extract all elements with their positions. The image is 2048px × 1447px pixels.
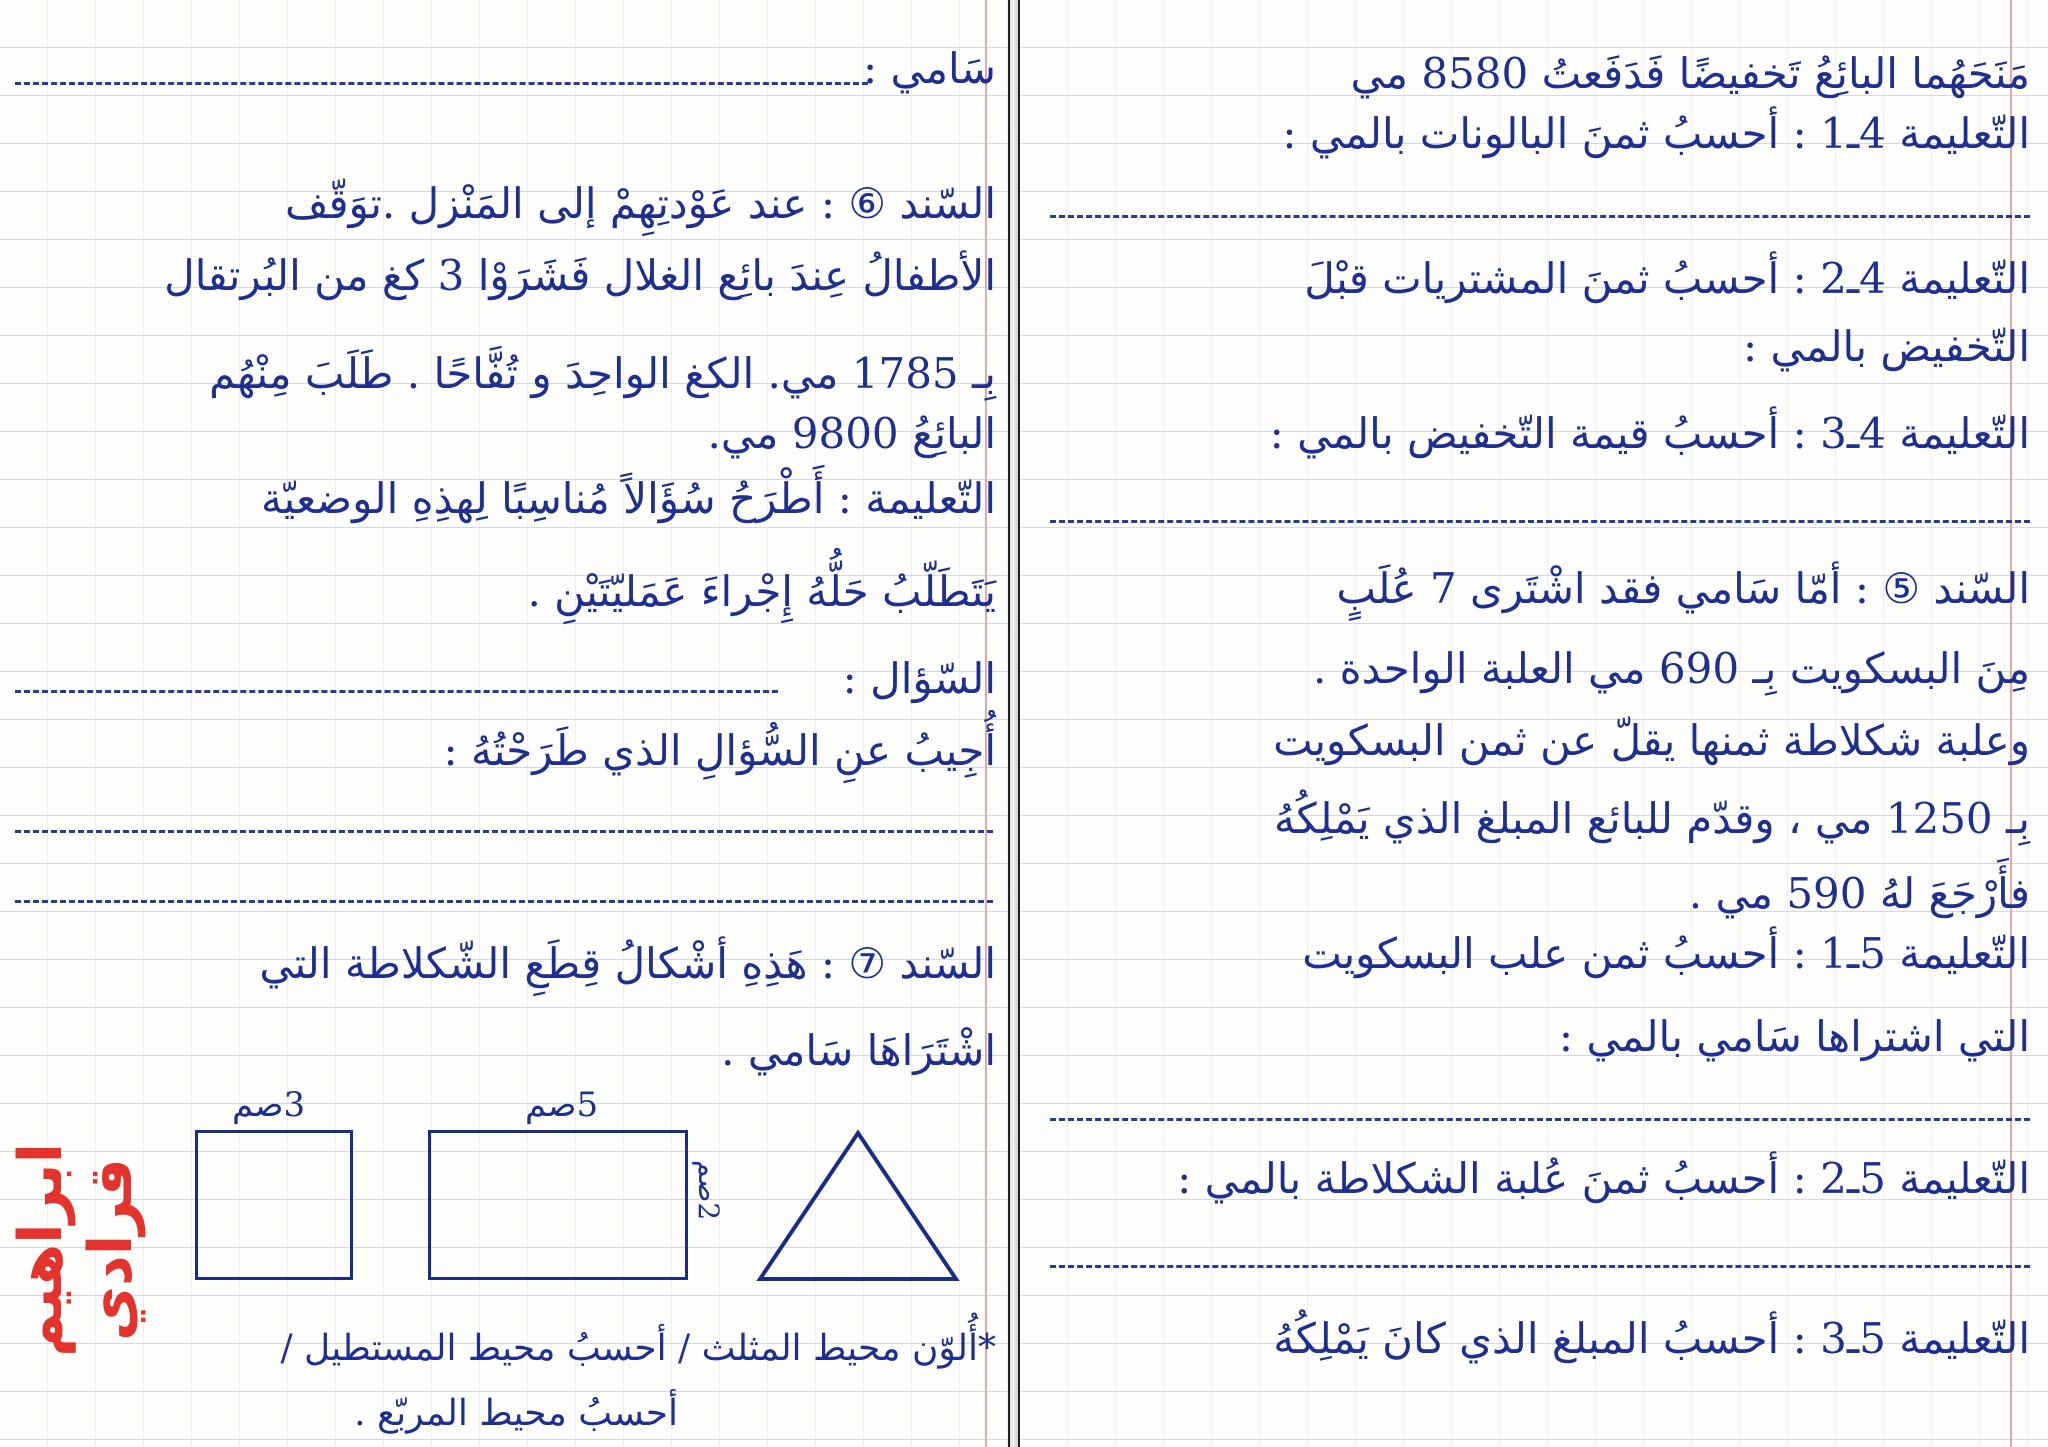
sanad5-line3: وعلبة شكلاطة ثمنها يقلّ عن ثمن البسكويت xyxy=(1273,716,2030,765)
sanad6-line4: البائِعُ 9800 مي. xyxy=(707,409,996,458)
answer-prompt: أُجِيبُ عنِ السُّؤالِ الذي طَرَحْتُهُ : xyxy=(443,726,996,775)
task-line2: أحسبُ محيط المربّع . xyxy=(354,1393,678,1434)
square-dimension-label: 3صم xyxy=(232,1085,306,1125)
t42-line1: التّعليمة 4ـ2 : أحسبُ ثمنَ المشتريات قبْلَ xyxy=(1304,254,2030,303)
rectangle-height-label: 2صم xyxy=(692,1160,725,1221)
sanad6-line1: السّند ⑥ : عند عَوْدتِهِمْ إلى المَنْزل .توَقّف xyxy=(284,179,996,228)
sanad6-line3: بِـ 1785 مي. الكغ الواحِدَ و تُفَّاحًا . طَلَبَ مِنْهُم xyxy=(209,349,996,398)
answer-line xyxy=(1050,1265,2030,1268)
answer-line xyxy=(15,900,993,903)
left-page xyxy=(0,0,1010,1447)
task-line1: *أُلوّن محيط المثلث / أحسبُ محيط المستطيل / xyxy=(280,1328,996,1369)
t43-line: التّعليمة 4ـ3 : أحسبُ قيمة التّخفيض بالمي : xyxy=(1269,409,2030,458)
t51-line1: التّعليمة 5ـ1 : أحسبُ ثمن علب البسكويت xyxy=(1302,929,2030,978)
answer-line xyxy=(1050,1118,2030,1121)
t51-line2: التي اشتراها سَامي بالمي : xyxy=(1558,1012,2030,1061)
sanad7-line1: السّند ⑦ : هَذِهِ أشْكالُ قِطَعِ الشّكلاطة التي xyxy=(259,939,996,988)
question-label: السّؤال : xyxy=(842,654,996,703)
sanad6-line2: الأطفالُ عِندَ بائِع الغلال فَشَرَوْا 3 كغ من البُرتقال xyxy=(164,251,996,300)
instruction-line1: التّعليمة : أَطْرَحُ سُؤَالاً مُناسِبًا لِهذِهِ الوضعيّة xyxy=(260,474,996,523)
t42-line2: التّخفيض بالمي : xyxy=(1742,322,2030,371)
author-watermark: ابراهيم قرادي xyxy=(6,1142,146,1358)
answer-line xyxy=(1050,520,2030,523)
t52-line: التّعليمة 5ـ2 : أحسبُ ثمنَ عُلبة الشكلاطة بالمي : xyxy=(1177,1154,2030,1203)
answer-line xyxy=(15,830,993,833)
sanad5-line2: مِنَ البسكويت بِـ 690 مي العلبة الواحدة . xyxy=(1312,644,2030,693)
rectangle-shape xyxy=(428,1130,688,1280)
header-name: سَامي : xyxy=(863,44,996,93)
sanad5-line5: فأَرْجَعَ لهُ 590 مي . xyxy=(1688,869,2030,918)
instruction-line2: يَتَطَلّبُ حَلُّهُ إِجْراءَ عَمَليّتَيْنِ . xyxy=(527,567,996,616)
sanad5-line4: بِـ 1250 مي ، وقدّم للبائع المبلغ الذي يَمْلِكُهُ xyxy=(1273,794,2030,843)
sanad5-line1: السّند ⑤ : أمّا سَامي فقد اشْتَرى 7 عُلَبٍ xyxy=(1336,564,2030,613)
top-line1: مَنَحَهُما البائِعُ تَخفيضًا فَدَفَعتُ 8580 مي xyxy=(1350,49,2030,98)
right-page xyxy=(1018,0,2048,1447)
answer-line xyxy=(15,690,778,693)
answer-line xyxy=(15,82,868,85)
answer-line xyxy=(1050,215,2030,218)
rectangle-width-label: 5صم xyxy=(525,1085,599,1125)
square-shape xyxy=(195,1130,353,1280)
top-line2: التّعليمة 4ـ1 : أحسبُ ثمنَ البالونات بالمي : xyxy=(1282,109,2030,158)
t53-line: التّعليمة 5ـ3 : أحسبُ المبلغ الذي كانَ يَمْلِكُهُ xyxy=(1273,1314,2030,1363)
sanad7-line2: اشْتَرَاهَا سَامي . xyxy=(721,1026,996,1075)
triangle-shape xyxy=(752,1125,964,1287)
